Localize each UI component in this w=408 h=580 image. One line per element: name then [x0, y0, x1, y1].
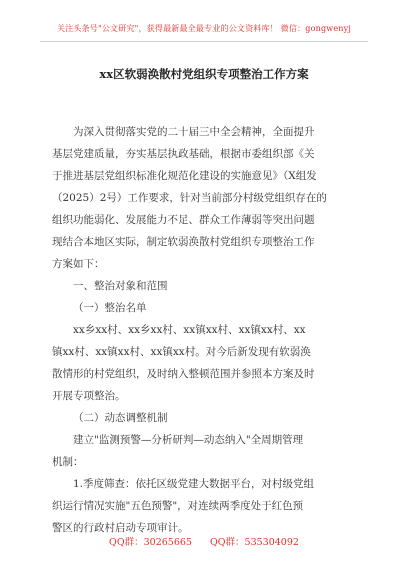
paragraph-line: 开展专项整治。 [52, 390, 126, 402]
paragraph-line: 现结合本地区实际，制定软弱涣散村党组织专项整治工作 [52, 236, 315, 248]
footer-contact [0, 534, 408, 548]
paragraph-line: 警区的行政村启动专项审计。 [52, 522, 189, 534]
paragraph-line: 1.季度筛查：依托区级党建大数据平台，对村级党组 [73, 478, 315, 490]
section-heading: 一、整治对象和范围 [73, 280, 168, 292]
paragraph-line: 散情形的村党组织，及时纳入整顿范围并参照本方案及时 [52, 368, 315, 380]
paragraph-line: 建立"监测预警—分析研判—动态纳入"全周期管理 [73, 434, 304, 446]
footer-qq-group-2[interactable]: QQ群：535304092 [209, 537, 299, 548]
paragraph-line: 机制： [52, 456, 84, 468]
header-banner: 关注头条号"公文研究"，获得最新最全最专业的公文资料库！ 微信：gongwenyj [56, 24, 352, 33]
paragraph-line: 为深入贯彻落实党的二十届三中全会精神，全面提升 [73, 126, 315, 138]
paragraph-line: 方案如下： [52, 258, 105, 270]
footer-qq-group-1[interactable]: QQ群：30265665 [109, 537, 192, 548]
subsection-heading: （二）动态调整机制 [73, 412, 168, 424]
paragraph-line: 织运行情况实施"五色预警"，对连续两季度处于红色预 [52, 500, 304, 512]
paragraph-line: 组织功能弱化、发展能力不足、群众工作薄弱等突出问题 [52, 214, 315, 226]
paragraph-line: xx乡xx村、xx乡xx村、xx镇xx村、xx镇xx村、xx [73, 324, 306, 336]
subsection-heading: （一）整治名单 [73, 302, 147, 314]
paragraph-line: 基层党建质量，夯实基层执政基础，根据市委组织部《关 [52, 148, 315, 160]
document-title: xx区软弱涣散村党组织专项整治工作方案 [99, 67, 309, 81]
paragraph-line: 于推进基层党组织标准化规范化建设的实施意见》（X组发 [52, 170, 317, 182]
paragraph-line: 镇xx村、xx镇xx村、xx镇xx村。对今后新发现有软弱涣 [52, 346, 311, 358]
header-divider [40, 41, 368, 42]
paragraph-line: （2025）2号）工作要求，针对当前部分村级党组织存在的 [52, 192, 327, 204]
